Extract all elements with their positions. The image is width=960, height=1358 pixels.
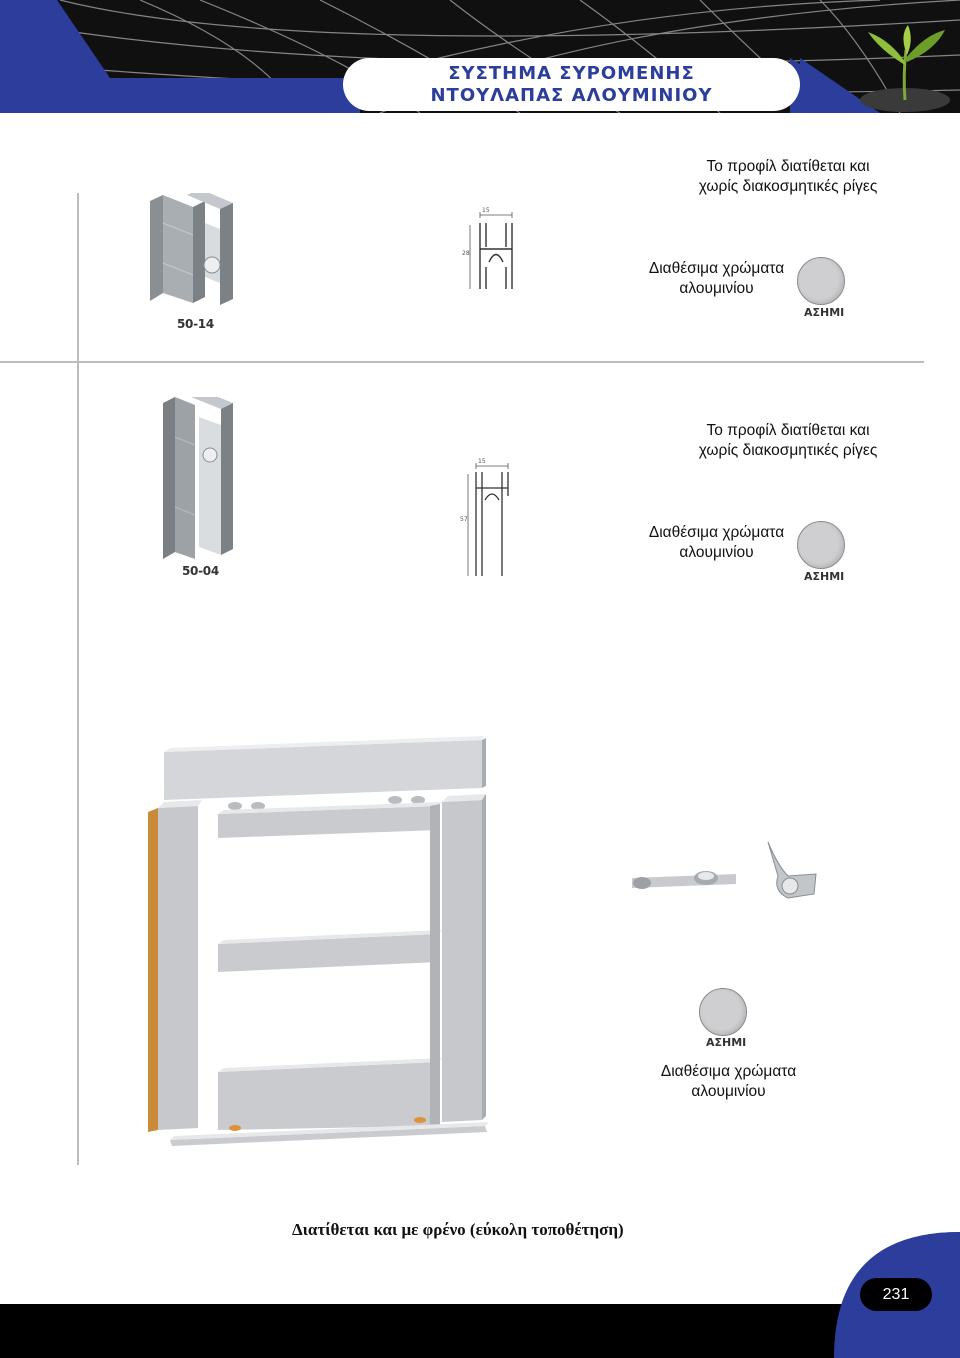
roller-hardware-image [628,836,823,906]
available-colors-50-14 [640,259,793,299]
dimension-height-50-04: 57 [460,516,468,523]
horizontal-divider [0,361,924,363]
color-swatch-silver [699,988,747,1036]
footer-bar [0,1304,960,1358]
profile-note-line-2: χωρίς διακοσμητικές ρίγες [698,442,878,459]
colors-line-2: αλουμινίου [679,280,754,297]
title-banner [343,58,800,111]
dimension-height-50-14: 28 [462,250,470,257]
profile-note-line-2: χωρίς διακοσμητικές ρίγες [698,178,878,195]
colors-line-1: Διαθέσιμα χρώματα [648,524,785,541]
title-line-1: ΣΥΣΤΗΜΑ ΣΥΡΟΜΕΝΗΣ [448,62,695,84]
profile-50-04-drawing [460,458,525,583]
profile-50-14-image [145,193,240,308]
available-colors-assembly [652,1062,805,1102]
colors-line-2: αλουμινίου [679,544,754,561]
vertical-divider-bottom [77,363,79,1165]
page-number: 231 [860,1278,932,1311]
brake-option-caption: Διατίθεται και με φρένο (εύκολη τοποθέτηση) [292,1220,624,1239]
vertical-divider-top [77,193,79,361]
dimension-width-50-04: 15 [478,458,486,465]
profile-note-50-04 [680,421,896,461]
product-code-50-04: 50-04 [182,564,219,578]
color-swatch-silver [797,257,845,305]
available-colors-50-04 [640,523,793,563]
product-code-50-14: 50-14 [177,317,214,331]
swatch-label-silver: ΑΣΗΜΙ [804,306,845,319]
profile-note-line-1: Το προφίλ διατίθεται και [706,158,870,175]
colors-line-1: Διαθέσιμα χρώματα [648,260,785,277]
profile-note-50-14 [680,157,896,197]
door-assembly-illustration [140,730,500,1155]
swatch-label-silver: ΑΣΗΜΙ [804,570,845,583]
colors-line-1: Διαθέσιμα χρώματα [660,1063,797,1080]
title-line-2: ΝΤΟΥΛΑΠΑΣ ΑΛΟΥΜΙΝΙΟΥ [430,84,713,106]
swatch-label-silver: ΑΣΗΜΙ [706,1036,747,1049]
dimension-width-50-14: 15 [482,207,490,214]
color-swatch-silver [797,521,845,569]
colors-line-2: αλουμινίου [691,1083,766,1100]
profile-note-line-1: Το προφίλ διατίθεται και [706,422,870,439]
profile-50-04-image [155,397,240,562]
